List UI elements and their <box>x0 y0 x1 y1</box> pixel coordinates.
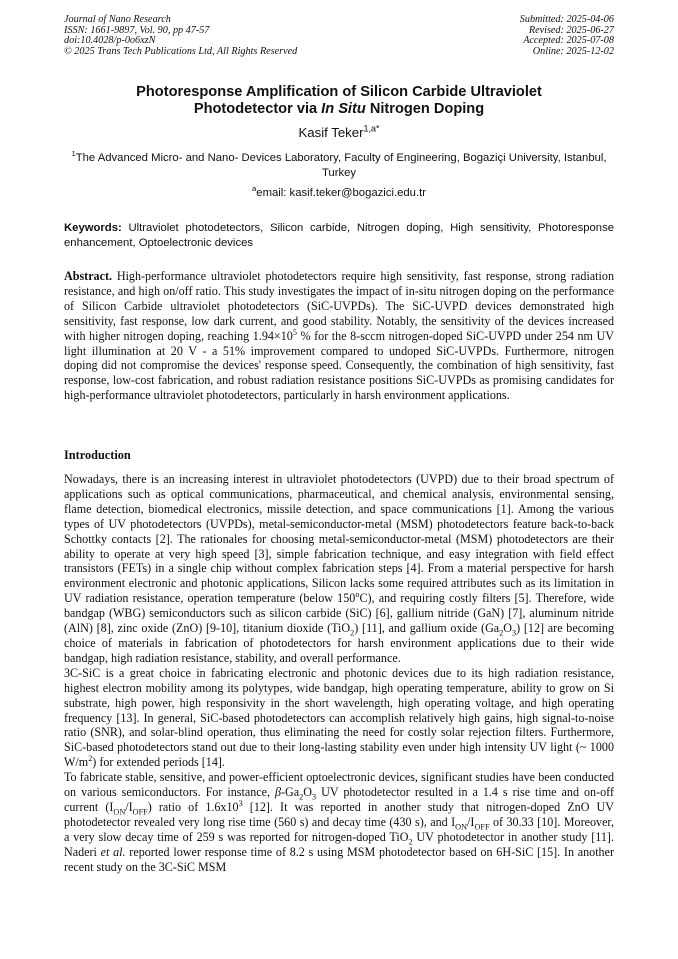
et-al-text: et al. <box>100 844 126 859</box>
date-online: Online: 2025-12-02 <box>532 45 614 57</box>
keywords-label: Keywords: <box>64 222 122 234</box>
keywords-text: Ultraviolet photodetectors, Silicon carbide, Nitrogen doping, High sensitivity, Photoresponse enhancement, Optoelectronic devices <box>64 222 614 249</box>
text: UV photodetector in another study [11]. Naderi <box>64 829 614 859</box>
subscript: OFF <box>132 807 148 817</box>
introduction-body <box>64 472 614 874</box>
subscript: 2 <box>499 628 504 638</box>
abstract-label: Abstract. <box>64 269 113 283</box>
intro-paragraph-2 <box>64 666 614 770</box>
author-line <box>64 125 614 141</box>
text: [12]. It was reported in another study that nitrogen-doped ZnO UV photodetector revealed very long rise time (560 s) and decay time (430 s), and I <box>64 799 614 829</box>
text: O <box>503 621 513 636</box>
journal-name: Journal of Nano Research <box>64 14 171 25</box>
text: /I <box>125 799 133 814</box>
text: ) [12] are becoming choice of materials in fabrication of photodetectors for harsh environment applications due to their wide bandgap, high radiation resistance, stability, and overall performance. <box>64 621 615 665</box>
journal-header-dates <box>364 15 614 57</box>
beta-symbol: β <box>275 785 282 800</box>
text: O <box>303 785 313 800</box>
text: reported lower response time of 8.2 s using MSM photodetector based on 6H-SiC [15]. In another recent study on the 3C-SiC MSM <box>64 844 614 874</box>
email-text[interactable]: email: kasif.teker@bogazici.edu.tr <box>256 187 426 199</box>
journal-doi[interactable]: doi:10.4028/p-0o6xzN <box>64 35 156 46</box>
title-line-2 <box>64 101 614 118</box>
abstract <box>64 269 614 403</box>
text: UV photodetector resulted in a 1.4 s rise time and on-off current (I <box>64 785 614 814</box>
text: ) ratio of 1.6x10 <box>147 799 239 814</box>
subscript: 3 <box>512 628 517 638</box>
subscript: 2 <box>299 792 304 802</box>
subscript: 2 <box>350 628 355 638</box>
journal-issn: ISSN: 1661-9897, Vol. 90, pp 47-57 <box>64 24 210 36</box>
date-submitted: Submitted: 2025-04-06 <box>519 14 614 25</box>
text: /I <box>467 814 475 829</box>
author-email <box>64 186 614 200</box>
section-heading-introduction: Introduction <box>64 448 131 462</box>
text: of 30.33 [10]. Moreover, a very slow decay time of 259 s was reported for nitrogen-doped TiO <box>64 814 614 844</box>
superscript: 3 <box>238 798 243 808</box>
affiliation <box>64 151 614 180</box>
journal-header-left <box>64 15 364 57</box>
subscript: 3 <box>312 792 317 802</box>
abstract-text: % for the 8-sccm nitrogen-doped SiC-UVPD under 254 nm UV light illumination at 20 V - a 51% improvement compared to undoped SiC-UVPDs. Furthermore, nitrogen doping did not compromise the devices' response speed. Consequently, the combination of high sensitivity, fast response, low-cost fabrication, and robust radiation resistance positions SiC-UVPDs as promising candidates for high-performance ultraviolet photodetectors, particularly in harsh environment applications. <box>64 328 614 403</box>
author-sup: 1,a* <box>363 123 380 134</box>
text: ) for extended periods [14]. <box>92 755 225 770</box>
title-text: Photodetector via <box>193 101 322 117</box>
email-sup: a <box>252 184 257 194</box>
keywords <box>64 221 614 250</box>
abstract-text: High-performance ultraviolet photodetectors require high sensitivity, fast response, strong radiation resistance, and high on/off ratio. This study investigates the impact of in-situ nitrogen doping on the performance of Silicon Carbide ultraviolet photodetectors (SiC-UVPDs). The SiC-UVPD devices demonstrated high sensitivity, fast response, low dark current, and good stability. Notably, the sensitivity of the devices increased with higher nitrogen doping, reaching 1.94×10 <box>64 269 614 343</box>
title-italic-text: In Situ <box>321 101 366 117</box>
subscript: OFF <box>474 822 490 832</box>
text: C), and requiring costly filters [5]. Therefore, wide bandgap (WBG) semiconductors such as silicon carbide (SiC) [6], gallium nitride (GaN) [7], aluminum nitride (AlN) [8], zinc oxide (ZnO) [9-10], titanium dioxide (TiO <box>64 591 614 636</box>
intro-paragraph-3 <box>64 770 614 874</box>
text: Nowadays, there is an increasing interest in ultraviolet photodetectors (UVPD) due to their broad spectrum of applications such as optical communications, pharmaceutical, and chemical analysis, environmental sensing, flame detection, biomedical electronics, missile detection, and space communications [1]. Among the various types of UV photodetectors (UVPDs), metal-semiconductor-metal (MSM) photodetectors feature back-to-back Schottky contacts [2]. The rationales for choosing metal-semiconductor-metal (MSM) photodetectors are their ability to operate at very high speed [3], simple fabrication technique, and easy integration with field effect transistors (FETs) in a single chip without complex fabrication steps [4]. From a material perspective for harsh environment electronic and photonic applications, Silicon lacks some required attributes such as its limitation in UV radiation resistance, operation temperature (below 150 <box>64 472 614 606</box>
text: ) [11], and gallium oxide (Ga <box>354 621 500 636</box>
superscript: 2 <box>88 754 93 764</box>
text: 3C-SiC is a great choice in fabricating electronic and photonic devices due to its high radiation resistance, highest electron mobility among its polytypes, wide bandgap, high operating temperature, ability to grow on Si substrate, high power, high responsivity in the short wavelength, high operating voltage, and high operating frequency [13]. In general, SiC-based photodetectors can accomplish relatively high gains, high signal-to-noise ratio (SNR), and solar-blind operation, thus eliminating the need for costly solar rejection filters. Furthermore, SiC-based photodetectors stand out due to their long-lasting stability even under high intensity UV light (~ 1000 W/m <box>64 665 614 770</box>
subscript: 2 <box>408 837 413 847</box>
intro-paragraph-1 <box>64 472 614 666</box>
affiliation-text: The Advanced Micro- and Nano- Devices Laboratory, Faculty of Engineering, Bogaziçi University, Istanbul, Turkey <box>75 152 607 179</box>
title-line-1: Photoresponse Amplification of Silicon Carbide Ultraviolet <box>136 84 542 100</box>
paper-title <box>64 84 614 118</box>
text: -Ga <box>281 785 300 800</box>
abstract-sup: 5 <box>292 327 297 337</box>
title-text: Nitrogen Doping <box>365 101 485 117</box>
degree-sup: o <box>355 590 360 600</box>
date-accepted: Accepted: 2025-07-08 <box>523 35 614 46</box>
text: To fabricate stable, sensitive, and power-efficient optoelectronic devices, significant studies have been conducted on various semiconductors. For instance, <box>64 770 614 800</box>
author-name: Kasif Teker <box>298 125 364 140</box>
date-revised: Revised: 2025-06-27 <box>528 24 614 36</box>
subscript: ON <box>113 807 126 817</box>
subscript: ON <box>455 822 468 832</box>
journal-copyright: © 2025 Trans Tech Publications Ltd, All Rights Reserved <box>64 45 298 57</box>
affiliation-sup: 1 <box>71 149 76 159</box>
